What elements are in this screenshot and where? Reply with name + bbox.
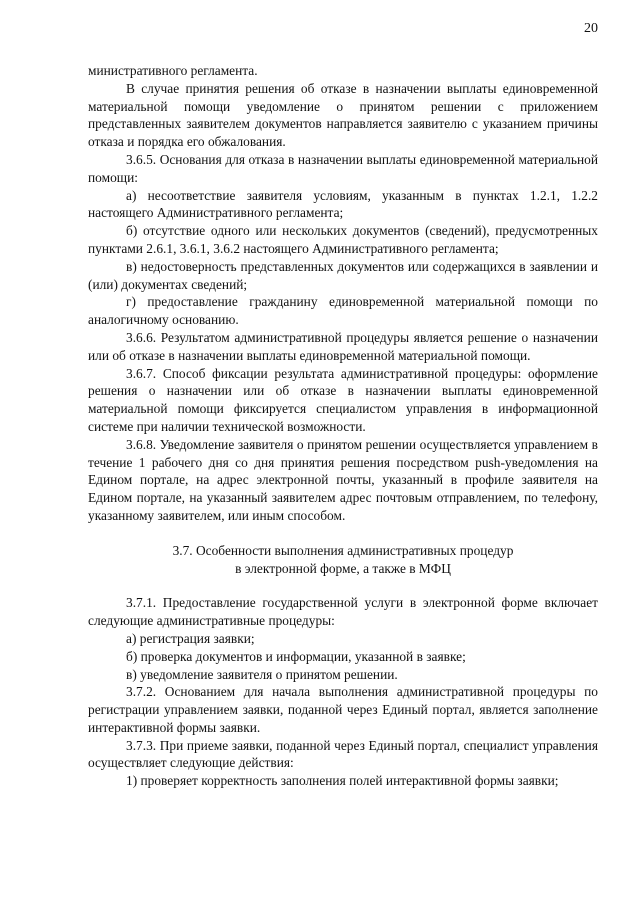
section-heading-line-2: в электронной форме, а также в МФЦ [235,560,451,576]
paragraph-3-7-1: 3.7.1. Предоставление государственной услуги в электронной форме включает следующие административные процедуры: [88,595,598,629]
page-number: 20 [584,21,598,36]
paragraph-3-6-7: 3.6.7. Способ фиксации результата административной процедуры: оформление решения о назначении или об отказе в назначении выплаты единовременной материальной помощи фиксируется специалистом управления в информационной системе при наличии технической возможности. [88,365,598,434]
list-item-b: б) отсутствие одного или нескольких документов (сведений), предусмотренных пунктами 2.6.1, 3.6.1, 3.6.2 настоящего Административного регламента; [88,223,598,256]
paragraph-continuation: министративного регламента. [88,63,258,78]
paragraph-refusal-notification: В случае принятия решения об отказе в назначении выплаты единовременной материальной помощи уведомление о принятом решении с приложением представленных заявителем документов направляется заявителю с указанием причины отказа и порядка его обжалования. [88,80,598,150]
section-heading-line-1: 3.7. Особенности выполнения административных процедур [172,542,514,558]
list-item-a: а) несоответствие заявителя условиям, указанным в пунктах 1.2.1, 1.2.2 настоящего Административного регламента; [88,187,598,221]
paragraph-3-7-3: 3.7.3. При приеме заявки, поданной через Единый портал, специалист управления осуществляет следующие действия: [88,737,598,771]
paragraph-3-6-8: 3.6.8. Уведомление заявителя о принятом решении осуществляется управлением в течение 1 рабочего дня со дня принятия решения посредством push-уведомления на Едином портале, на адрес электронной почты, указанный в профиле заявителя на Едином портале, на указанный заявителем адрес почтовым отправлением, по телефону, указанному заявителем, или иным способом. [88,436,598,523]
list-item-v: в) недостоверность представленных документов или содержащихся в заявлении и (или) документах сведений; [88,258,598,292]
section-heading-3-7 [88,542,598,578]
list-item-1-check-form: 1) проверяет корректность заполнения полей интерактивной формы заявки; [126,773,559,789]
paragraph-3-6-5: 3.6.5. Основания для отказа в назначении выплаты единовременной материальной помощи: [88,151,598,185]
list-item-a-registration: а) регистрация заявки; [126,630,255,646]
paragraph-3-6-6: 3.6.6. Результатом административной процедуры является решение о назначении или об отказе в назначении выплаты единовременной материальной помощи. [88,329,598,363]
list-item-g: г) предоставление гражданину единовременной материальной помощи по аналогичному основанию. [88,294,598,328]
list-item-v-notification: в) уведомление заявителя о принятом решении. [126,666,398,682]
document-body [88,62,598,790]
list-item-b-verification: б) проверка документов и информации, указанной в заявке; [126,648,466,664]
paragraph-3-7-2: 3.7.2. Основанием для начала выполнения административной процедуры по регистрации управлением заявки, поданной через Единый портал, является заполнение интерактивной формы заявки. [88,684,598,735]
